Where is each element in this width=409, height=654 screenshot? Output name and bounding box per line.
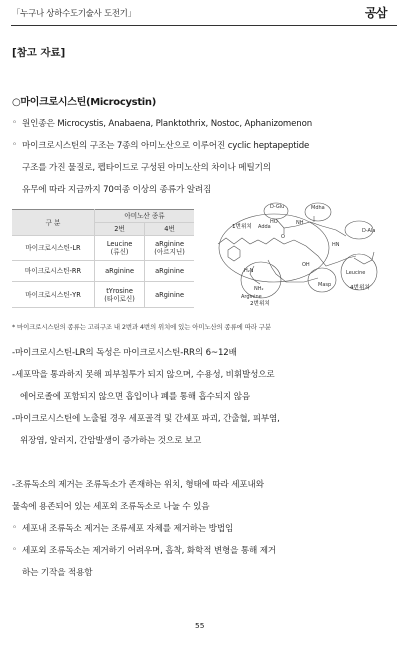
table-cell-pos4: aRginine (아르지닌) — [145, 236, 194, 261]
table-cell-name: 마이크로시스틴-RR — [12, 261, 95, 282]
position1-label: 1번위치 — [232, 224, 252, 230]
toxicity-line: -마이크로시스틴-LR의 독성은 마이크로시스틴-RR의 6~12배 — [12, 348, 237, 358]
masp-label: Masp — [318, 282, 332, 288]
extracellular-line-1: 세포외 조류독소는 제거하기 어려우며, 흡착, 화학적 변형을 통해 제거 — [22, 546, 277, 556]
peptide-bond-bottom — [268, 260, 318, 282]
table-footnote: * 마이크로시스틴의 종류는 고리구조 내 2번과 4번의 위치에 있는 아미노산의 종류에 따라 구분 — [12, 323, 271, 331]
structure-line-1: 마이크로시스틴의 구조는 7종의 아미노산으로 이루어진 cyclic heptapeptide — [22, 141, 310, 151]
table-header-pos4: 4번 — [145, 223, 194, 236]
leucine-label: Leucine — [346, 270, 366, 276]
ho-label: HO — [270, 219, 278, 225]
bullet-mark: ◦ — [12, 523, 18, 533]
exposure-line-2: 위장염, 알러지, 간암발생이 증가하는 것으로 보고 — [20, 436, 202, 446]
leucine-chain — [354, 252, 374, 264]
mdha-label: Mdha — [311, 205, 325, 211]
table-row — [12, 261, 194, 282]
table-cell-name: 마이크로시스틴-LR — [12, 236, 95, 261]
hn-label: HN — [332, 242, 340, 248]
structure-line-2: 구조를 가진 물질로, 펩타이드로 구성된 아미노산의 차이나 메틸기의 — [22, 163, 271, 173]
exposure-line-1: -마이크로시스틴에 노출될 경우 세포골격 및 간세포 파괴, 간출혈, 피부염, — [12, 414, 280, 424]
bullet-mark: ◦ — [12, 545, 18, 555]
nh-label: NH — [296, 220, 304, 226]
table-cell-pos2: aRginine — [95, 261, 145, 282]
structure-line-3: 유무에 따라 지금까지 70여종 이상의 종류가 알려짐 — [22, 185, 212, 195]
peptide-bond-top — [276, 219, 346, 236]
amino-acid-table — [12, 209, 194, 308]
table-row — [12, 236, 194, 261]
table-header-pos2: 2번 — [95, 223, 145, 236]
position2-label: 2번위치 — [250, 301, 270, 307]
adda-label: Adda — [258, 224, 271, 230]
dglu-label: D-Glu — [270, 204, 285, 210]
table-cell-pos4: aRginine — [145, 261, 194, 282]
table-header-group: 구 분 — [12, 210, 95, 236]
cause-line: 원인종은 Microcystis, Anabaena, Planktothrix, Nostoc, Aphanizomenon — [22, 119, 312, 129]
membrane-line-2: 에어로졸에 포함되지 않으면 흡입이나 폐를 통해 흡수되지 않음 — [20, 392, 251, 402]
header-divider — [11, 25, 397, 26]
document-header-title: 「누구나 상하수도기술사 도전기」 — [12, 8, 136, 18]
table-cell-pos4: aRginine — [145, 282, 194, 308]
table-cell-name: 마이크로시스틴-YR — [12, 282, 95, 308]
membrane-line-1: -세포막을 통과하지 못해 피부침투가 되지 않으며, 수용성, 비휘발성으로 — [12, 370, 275, 380]
section-title: [참고 자료] — [12, 47, 66, 59]
dala-label: D-Ala — [362, 228, 376, 234]
table-row — [12, 282, 194, 308]
position4-label: 4번위치 — [350, 285, 370, 291]
removal-line-2: 물속에 용존되어 있는 세포외 조류독소로 나눌 수 있음 — [12, 502, 210, 512]
table-header-amino: 아미노산 종류 — [95, 210, 195, 223]
intracellular-line: 세포내 조류독소 제거는 조류세포 자체를 제거하는 방법임 — [22, 524, 234, 534]
bullet-mark: ◦ — [12, 140, 18, 150]
removal-line-1: -조류독소의 제거는 조류독소가 존재하는 위치, 형태에 따라 세포내와 — [12, 480, 264, 490]
nh2-label: NH₂ — [254, 286, 264, 292]
publisher-logo: 공삼 — [364, 6, 387, 20]
masp-ring — [308, 268, 336, 292]
oh-label: OH — [302, 262, 310, 268]
h2n-label: H₂N — [244, 268, 254, 274]
oxygen-label: O — [281, 234, 285, 240]
extracellular-line-2: 하는 기작을 적용함 — [22, 568, 93, 578]
microcystin-structure-diagram — [214, 200, 384, 310]
table-cell-pos2: tYrosine (타이로신) — [95, 282, 145, 308]
page-number: 55 — [195, 621, 205, 630]
bullet-mark: ◦ — [12, 118, 18, 128]
phenyl-ring — [228, 246, 240, 261]
table-cell-pos2: Leucine (류신) — [95, 236, 145, 261]
topic-title: ○마이크로시스틴(Microcystin) — [12, 97, 157, 108]
arginine-label: Arginine — [241, 294, 262, 300]
